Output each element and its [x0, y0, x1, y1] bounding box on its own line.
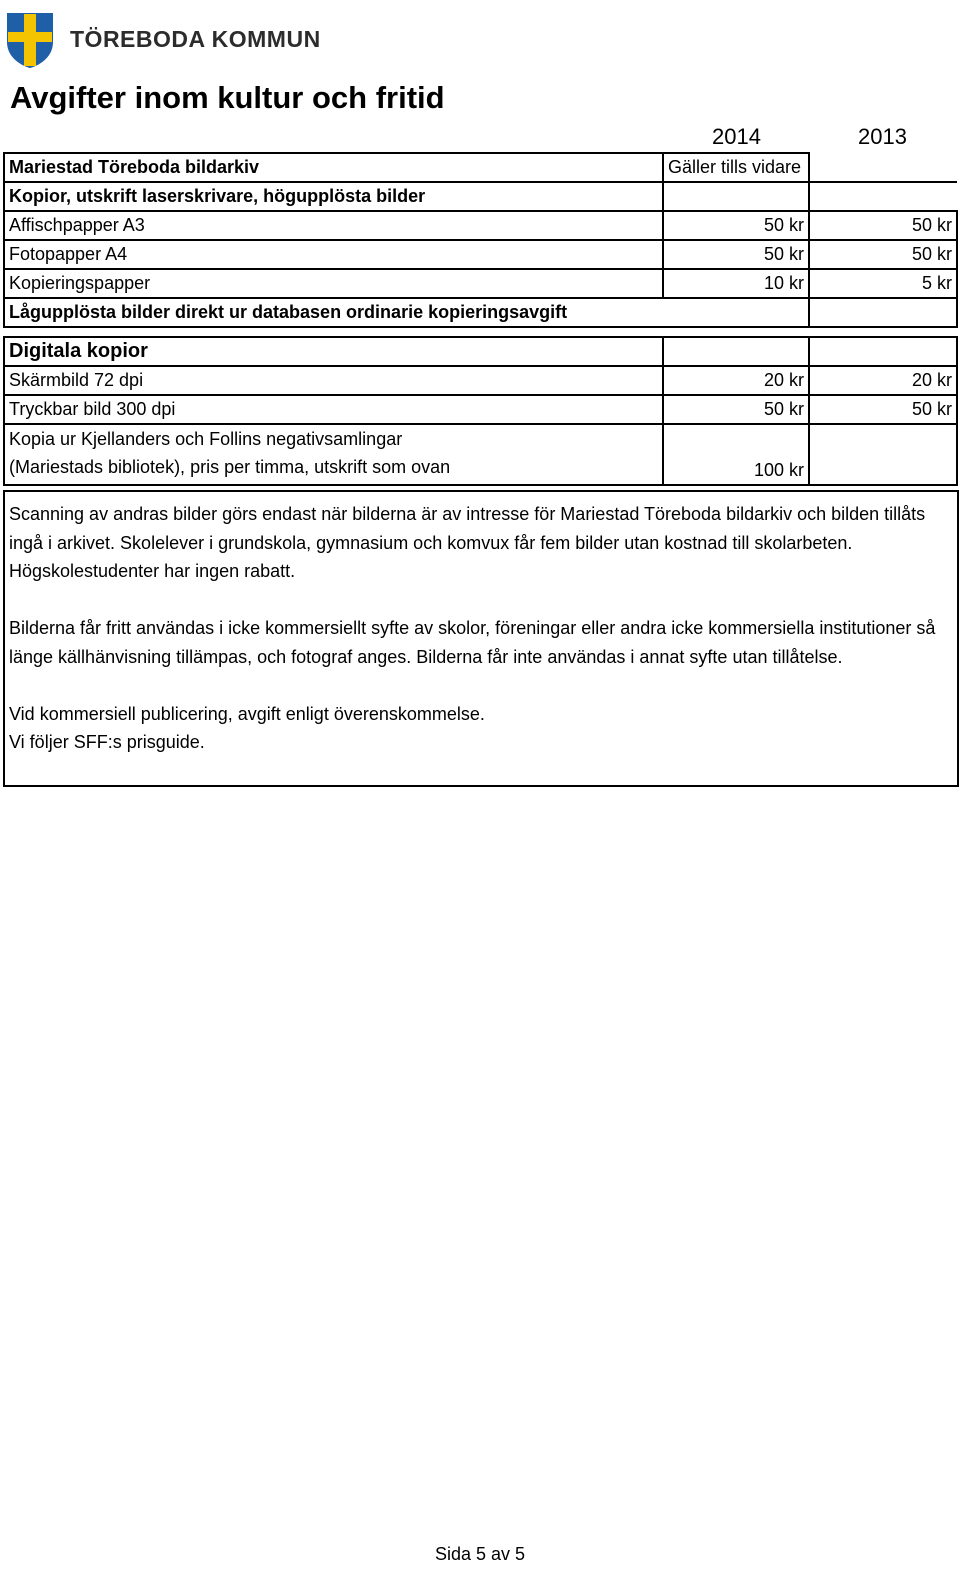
- negatives-label: [4, 424, 663, 485]
- page-header: [6, 12, 326, 68]
- price-2014: 50 kr: [663, 211, 809, 240]
- price-2014: 50 kr: [663, 395, 809, 424]
- commercial-paragraph: [9, 700, 954, 757]
- scanning-paragraph: Scanning av andras bilder görs endast när bilderna är av intresse för Mariestad Töreboda bildarkiv och bilden tillåts ingå i arkivet. Skolelever i grundskola, gymnasium och komvux får fem bilder utan kostnad till skolarbeten. Högskolestudenter har ingen rabatt.: [9, 504, 926, 581]
- price-2014: 10 kr: [663, 269, 809, 298]
- table-row: [4, 366, 957, 395]
- negatives-label-line1: Kopia ur Kjellanders och Follins negativsamlingar: [9, 429, 403, 449]
- price-guide-line: Vi följer SFF:s prisguide.: [9, 732, 205, 752]
- price-2013: 50 kr: [809, 395, 957, 424]
- item-label: Kopieringspapper: [4, 269, 663, 298]
- low-res-note: Lågupplösta bilder direkt ur databasen ordinarie kopieringsavgift: [4, 298, 809, 327]
- price-2013: 20 kr: [809, 366, 957, 395]
- negatives-row: [4, 424, 957, 485]
- price-2014: 50 kr: [663, 240, 809, 269]
- negatives-label-line2: (Mariestads bibliotek), pris per timma, utskrift som ovan: [9, 457, 451, 477]
- terms-box: [3, 490, 959, 787]
- year-column-2014: 2014: [712, 124, 761, 149]
- copies-heading-row: [4, 182, 957, 211]
- table-row: [4, 395, 957, 424]
- price-2013: 50 kr: [809, 240, 957, 269]
- digital-heading: Digitala kopior: [4, 337, 663, 366]
- table-row: [4, 211, 957, 240]
- price-2013: 5 kr: [809, 269, 957, 298]
- usage-paragraph: Bilderna får fritt användas i icke kommersiellt syfte av skolor, föreningar eller andra icke kommersiella institutioner så länge källhänvisning tillämpas, och fotograf anges. Bilderna får inte användas i annat syfte utan tillåtelse.: [9, 618, 936, 667]
- document-title: Avgifter inom kultur och fritid: [10, 80, 445, 115]
- price-table: [3, 152, 958, 486]
- municipality-shield-logo: [6, 12, 54, 68]
- page-number: Sida 5 av 5: [434, 1544, 526, 1564]
- item-label: Affischpapper A3: [4, 211, 663, 240]
- table-row: [4, 269, 957, 298]
- validity-note: Gäller tills vidare: [663, 153, 809, 182]
- low-res-row: [4, 298, 957, 327]
- price-2014: 100 kr: [663, 424, 809, 485]
- table-row: [4, 240, 957, 269]
- digital-heading-row: [4, 337, 957, 366]
- commercial-line: Vid kommersiell publicering, avgift enligt överenskommelse.: [9, 703, 485, 724]
- price-2013: 50 kr: [809, 211, 957, 240]
- item-label: Skärmbild 72 dpi: [4, 366, 663, 395]
- year-column-2013: 2013: [858, 124, 907, 149]
- item-label: Fotopapper A4: [4, 240, 663, 269]
- section-title-row: [4, 153, 957, 182]
- copies-heading: Kopior, utskrift laserskrivare, högupplösta bilder: [4, 182, 663, 211]
- organization-name: TÖREBODA KOMMUN: [70, 26, 321, 52]
- section-title: Mariestad Töreboda bildarkiv: [4, 153, 663, 182]
- item-label: Tryckbar bild 300 dpi: [4, 395, 663, 424]
- price-2014: 20 kr: [663, 366, 809, 395]
